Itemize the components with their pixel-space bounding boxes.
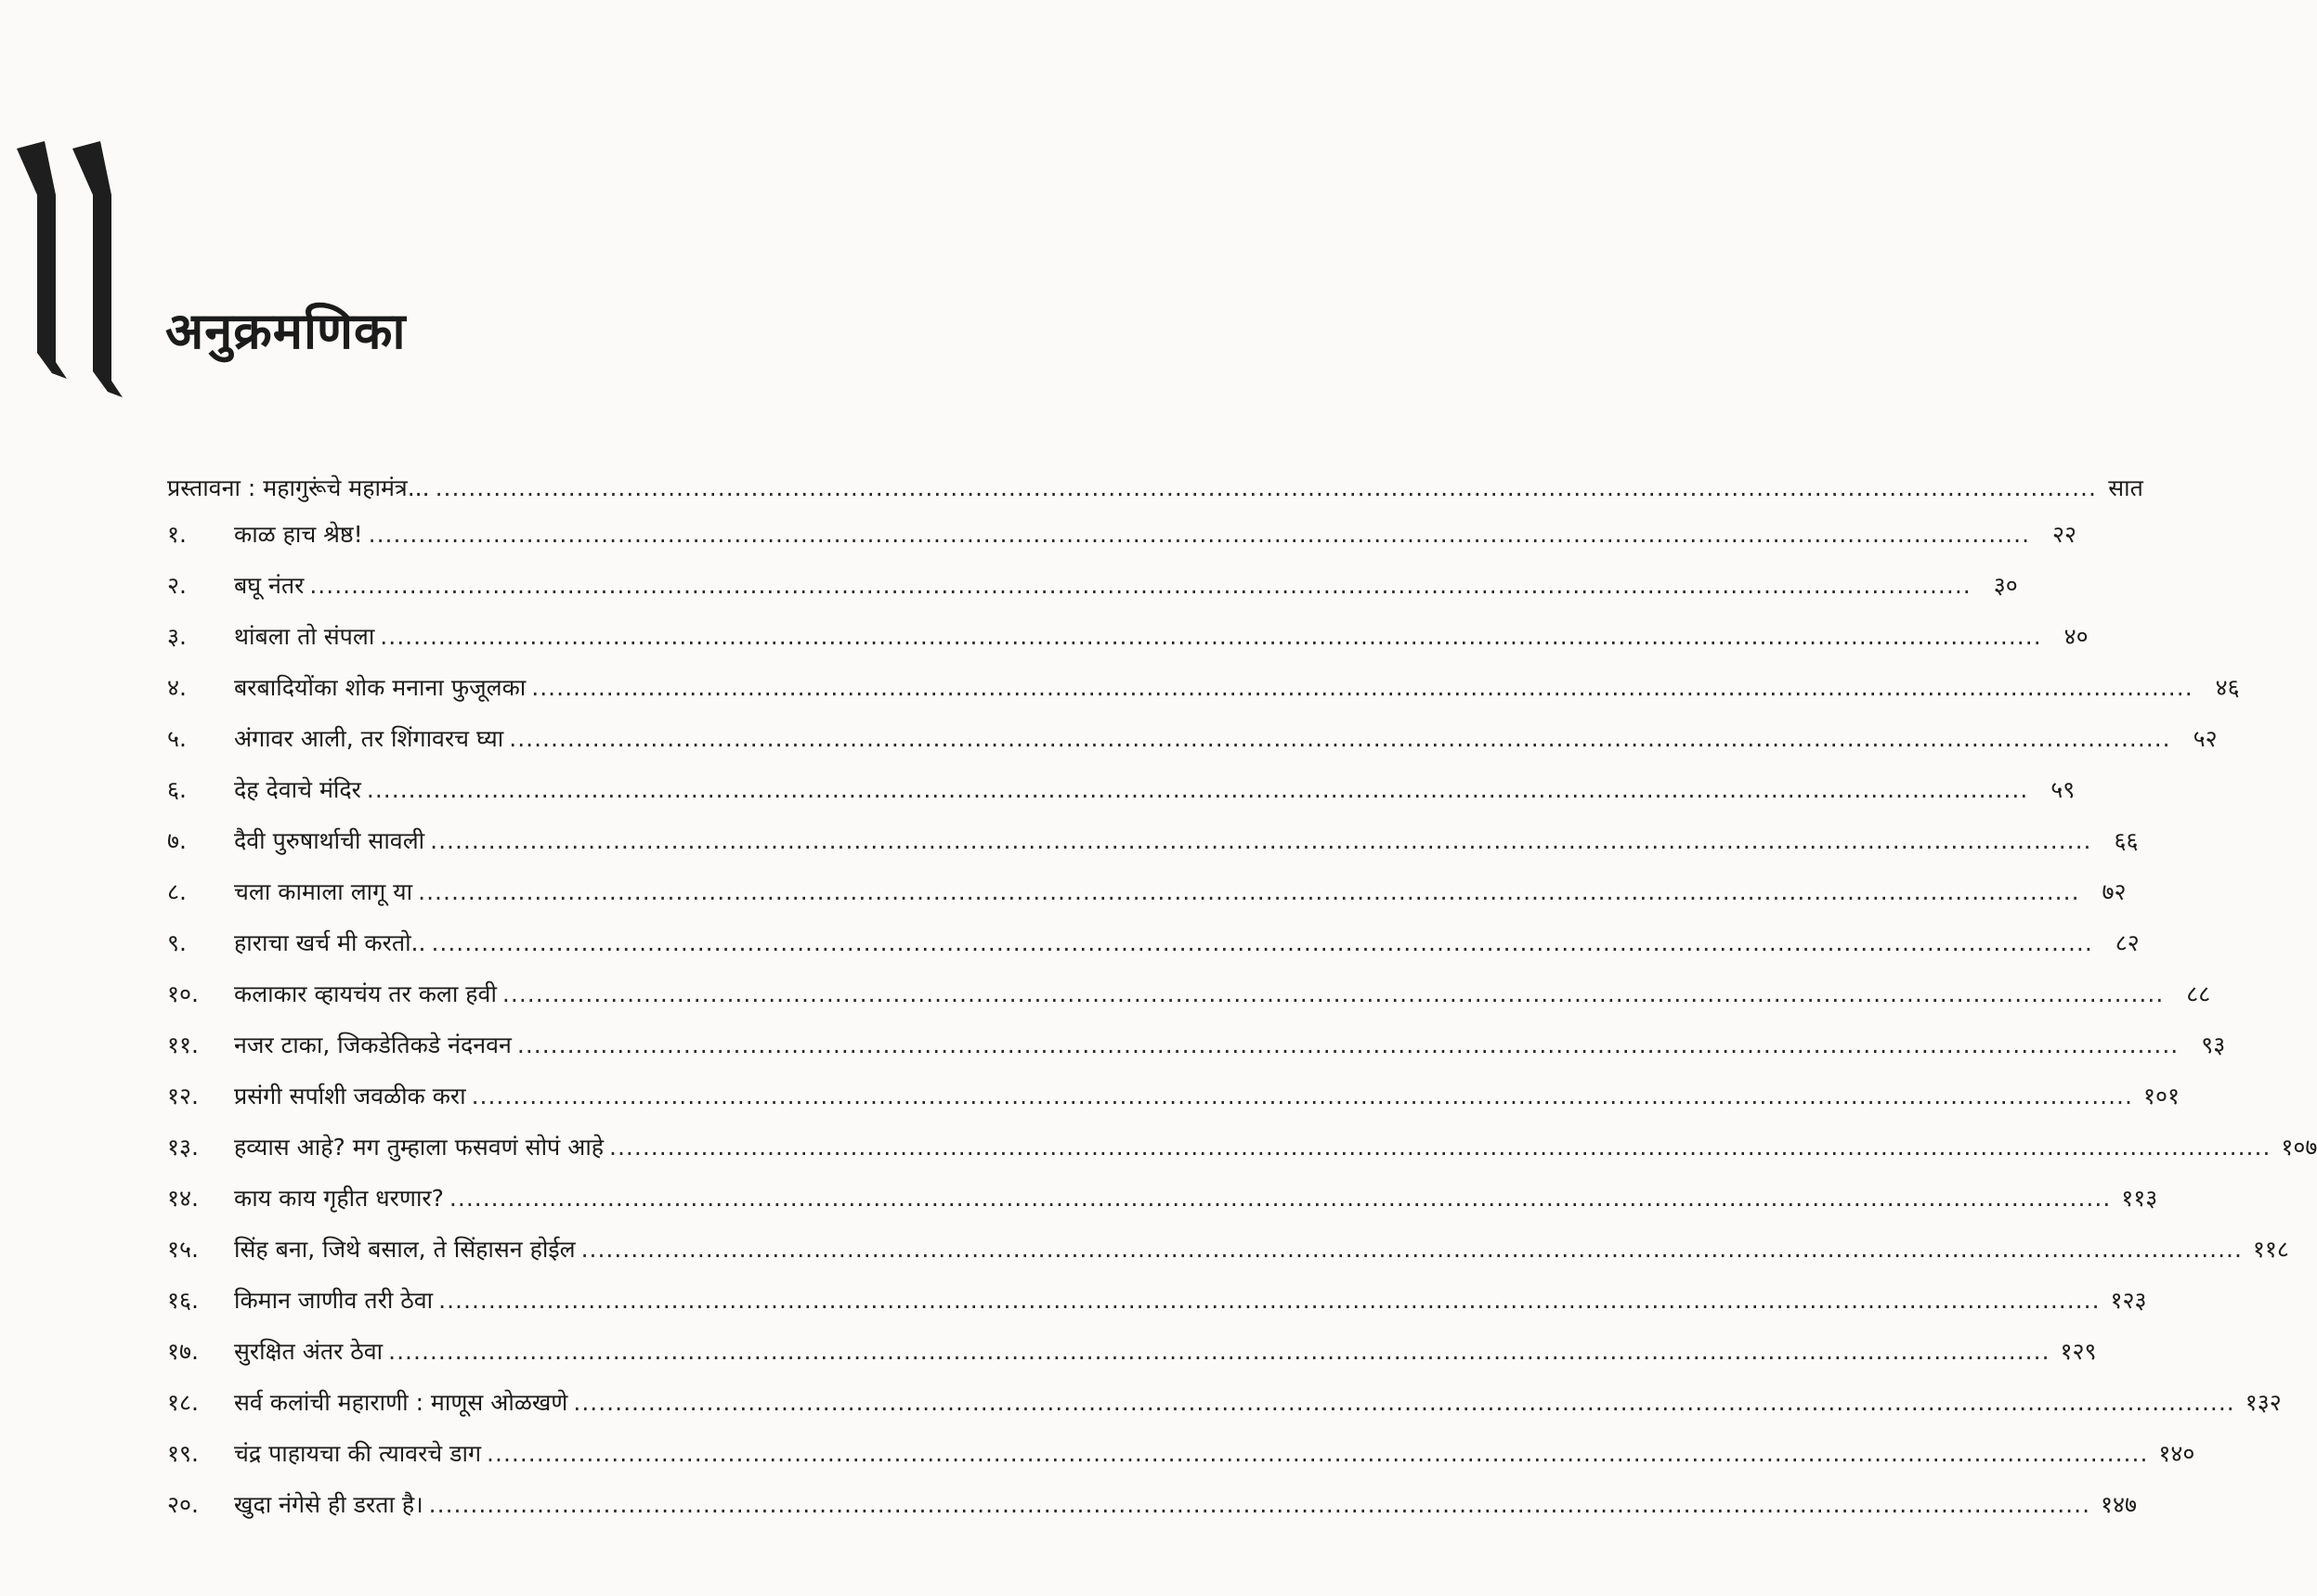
- leader-dots: ........................................................................................................................................................................................................: [471, 1083, 2133, 1109]
- toc-number: १३.: [167, 1134, 199, 1161]
- leader-dots: ........................................................................................................................................................................................................: [366, 776, 2029, 803]
- toc-number: १५.: [167, 1236, 199, 1263]
- page-title: अनुक्रमणिका: [165, 302, 407, 360]
- toc-title: देह देवाचे मंदिर: [234, 776, 361, 803]
- toc-page: ८२: [2115, 929, 2140, 956]
- leader-dots: ........................................................................................................................................................................................................: [501, 980, 2165, 1007]
- toc-title: सिंह बना, जिथे बसाल, ते सिंहासन होईल: [234, 1236, 576, 1263]
- toc-page: ७२: [2102, 878, 2127, 905]
- toc-number: १८.: [167, 1389, 199, 1416]
- toc-number: १६.: [167, 1287, 199, 1314]
- toc-title: प्रस्तावना : महागुरूंचे महामंत्र...: [167, 474, 430, 501]
- leader-dots: ........................................................................................................................................................................................................: [609, 1134, 2271, 1161]
- toc-number: ८.: [167, 878, 187, 905]
- leader-dots: ........................................................................................................................................................................................................: [435, 474, 2097, 501]
- toc-title: हाराचा खर्च मी करतो..: [234, 929, 426, 956]
- toc-row: [167, 1182, 2158, 1233]
- toc-title: बघू नंतर: [234, 572, 305, 599]
- leader-dots: ........................................................................................................................................................................................................: [487, 1440, 2149, 1467]
- leader-dots: ........................................................................................................................................................................................................: [418, 878, 2080, 905]
- toc-row: [167, 722, 2218, 773]
- toc-page: १२९: [2060, 1338, 2097, 1365]
- toc-row: [167, 1488, 2138, 1539]
- toc-page: ४६: [2215, 674, 2240, 701]
- toc-row-preface: [167, 472, 2143, 518]
- toc-row: [167, 1437, 2195, 1488]
- double-danda-ornament: [0, 139, 139, 418]
- toc-row: [167, 1284, 2147, 1335]
- toc-page: सात: [2108, 474, 2143, 501]
- toc-row: [167, 1029, 2226, 1080]
- toc-title: सुरक्षित अंतर ठेवा: [234, 1338, 384, 1365]
- table-of-contents: [167, 472, 2317, 1539]
- toc-page: १२३: [2110, 1287, 2147, 1314]
- toc-page: १०१: [2142, 1083, 2180, 1109]
- toc-page: ८८: [2186, 980, 2211, 1007]
- toc-row: [167, 518, 2077, 569]
- leader-dots: ........................................................................................................................................................................................................: [573, 1389, 2235, 1416]
- toc-number: १२.: [167, 1083, 199, 1109]
- toc-number: १७.: [167, 1338, 199, 1365]
- toc-number: ३.: [167, 623, 187, 650]
- toc-number: १०.: [167, 980, 199, 1007]
- toc-page: ११८: [2252, 1236, 2289, 1263]
- toc-row: [167, 876, 2127, 927]
- toc-title: दैवी पुरुषार्थाची सावली: [234, 827, 425, 854]
- toc-title: चंद्र पाहायचा की त्यावरचे डाग: [234, 1440, 482, 1467]
- toc-page: ११३: [2121, 1185, 2158, 1212]
- leader-dots: ........................................................................................................................................................................................................: [438, 1287, 2101, 1314]
- toc-row: [167, 1335, 2097, 1386]
- toc-row: [167, 620, 2089, 671]
- toc-number: १४.: [167, 1185, 199, 1212]
- toc-number: ५.: [167, 725, 187, 752]
- leader-dots: ........................................................................................................................................................................................................: [516, 1032, 2180, 1058]
- danda-bar-left: [17, 141, 67, 379]
- toc-row: [167, 1386, 2282, 1437]
- toc-title: थांबला तो संपला: [234, 623, 375, 650]
- toc-number: ९.: [167, 929, 187, 956]
- toc-row: [167, 773, 2076, 824]
- toc-page: ९३: [2201, 1032, 2226, 1058]
- toc-title: काळ हाच श्रेष्ठ!: [234, 521, 363, 548]
- toc-page: १०७: [2281, 1134, 2317, 1161]
- danda-bar-right: [72, 141, 123, 397]
- toc-number: ११.: [167, 1032, 199, 1058]
- toc-page: २२: [2052, 521, 2077, 548]
- toc-page: ४०: [2063, 623, 2089, 650]
- leader-dots: ........................................................................................................................................................................................................: [431, 929, 2093, 956]
- toc-title: चला कामाला लागू या: [234, 878, 413, 905]
- toc-title: हव्यास आहे? मग तुम्हाला फसवणं सोपं आहे: [234, 1134, 605, 1161]
- leader-dots: ........................................................................................................................................................................................................: [428, 1491, 2091, 1518]
- toc-title: प्रसंगी सर्पाशी जवळीक करा: [234, 1083, 466, 1109]
- toc-number: ४.: [167, 674, 187, 701]
- leader-dots: ........................................................................................................................................................................................................: [368, 521, 2031, 548]
- leader-dots: ........................................................................................................................................................................................................: [309, 572, 1972, 599]
- toc-number: १९.: [167, 1440, 199, 1467]
- toc-title: कलाकार व्हायचंय तर कला हवी: [234, 980, 497, 1007]
- toc-row: [167, 1080, 2180, 1131]
- toc-row: [167, 978, 2211, 1029]
- toc-page: ६६: [2114, 827, 2139, 854]
- leader-dots: ........................................................................................................................................................................................................: [531, 674, 2193, 701]
- toc-number: ६.: [167, 776, 187, 803]
- toc-page: ५२: [2193, 725, 2218, 752]
- toc-title: सर्व कलांची महाराणी : माणूस ओळखणे: [234, 1389, 568, 1416]
- toc-row: [167, 1131, 2317, 1182]
- toc-page: ३०: [1993, 572, 2018, 599]
- toc-row: [167, 927, 2140, 978]
- toc-row: [167, 671, 2240, 722]
- toc-row: [167, 569, 2018, 620]
- leader-dots: ........................................................................................................................................................................................................: [380, 623, 2042, 650]
- toc-title: खुदा नंगेसे ही डरता है।: [234, 1491, 423, 1518]
- toc-title: अंगावर आली, तर शिंगावरच घ्या: [234, 725, 504, 752]
- toc-number: २०.: [167, 1491, 199, 1518]
- toc-title: बरबादियोंका शोक मनाना फुजूलका: [234, 674, 527, 701]
- leader-dots: ........................................................................................................................................................................................................: [388, 1338, 2050, 1365]
- leader-dots: ........................................................................................................................................................................................................: [509, 725, 2171, 752]
- toc-number: १.: [167, 521, 187, 548]
- toc-number: ७.: [167, 827, 187, 854]
- toc-page: ५९: [2050, 776, 2076, 803]
- toc-page: १४०: [2158, 1440, 2195, 1467]
- toc-number: २.: [167, 572, 187, 599]
- leader-dots: ........................................................................................................................................................................................................: [449, 1185, 2112, 1212]
- leader-dots: ........................................................................................................................................................................................................: [580, 1236, 2243, 1263]
- toc-page: १३२: [2245, 1389, 2282, 1416]
- toc-title: किमान जाणीव तरी ठेवा: [234, 1287, 434, 1314]
- toc-title: नजर टाका, जिकडेतिकडे नंदनवन: [234, 1032, 512, 1058]
- toc-page: १४७: [2101, 1491, 2138, 1518]
- toc-row: [167, 1233, 2289, 1284]
- toc-row: [167, 824, 2139, 876]
- toc-title: काय काय गृहीत धरणार?: [234, 1185, 444, 1212]
- leader-dots: ........................................................................................................................................................................................................: [430, 827, 2092, 854]
